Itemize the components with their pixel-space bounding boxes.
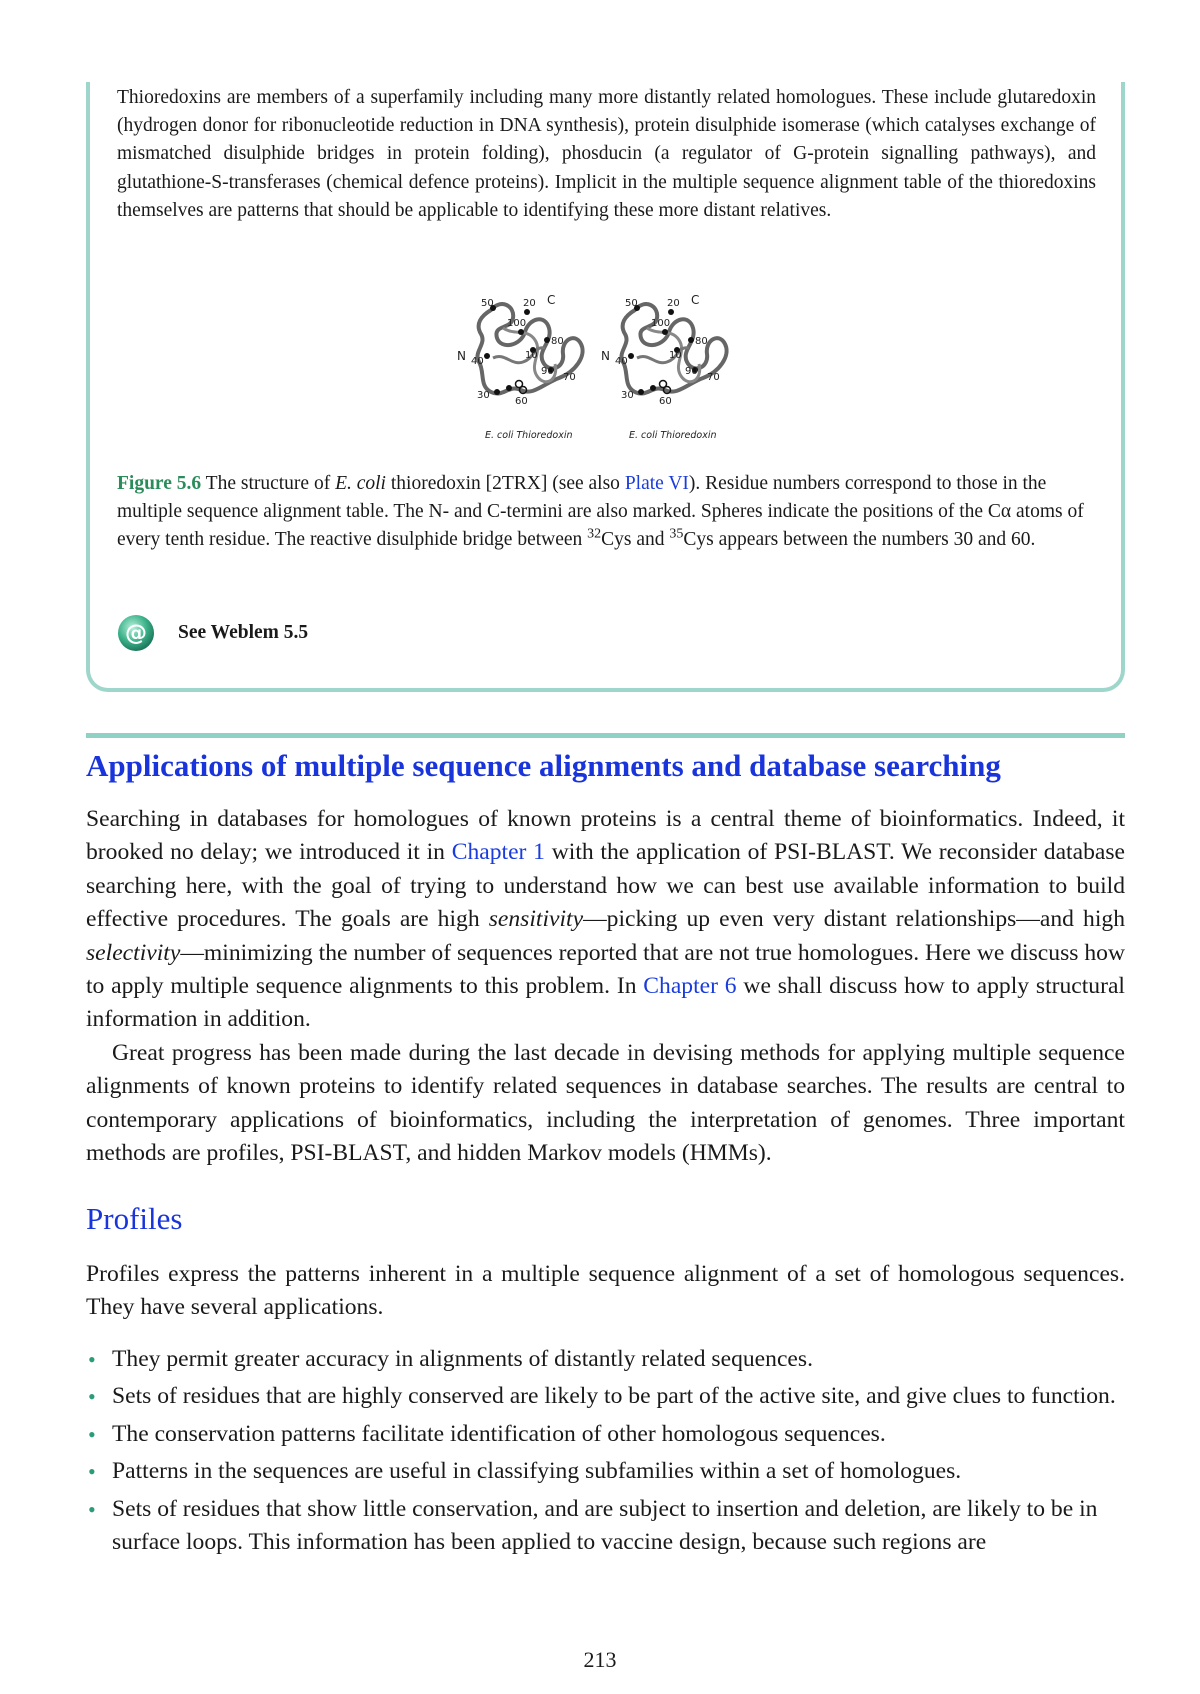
caption-superscript: 35: [669, 526, 684, 542]
caption-text: ). Residue numbers correspond to those in the multiple sequence alignment table. The N- and C-termini are also marked. Spheres indicate the positions of the Cα atoms of every tenth residue. The reactive disulphide bridge between: [117, 473, 1084, 551]
list-item: [86, 1493, 1125, 1560]
left-ribbon: [457, 293, 583, 441]
section-heading: Applications of multiple sequence alignments and database searching: [86, 748, 1001, 783]
paragraph-text: we shall discuss how to apply structural information in addition.: [86, 973, 1125, 1033]
bullet-icon: •: [88, 1459, 96, 1485]
list-item-text: Sets of residues that show little conservation, and are subject to insertion and deletion, are likely to be in surface loops. This information has been applied to vaccine design, because such regions are: [112, 1495, 1098, 1556]
thioredoxin-figure: [455, 278, 755, 446]
list-item-text: The conservation patterns facilitate identification of other homologous sequences.: [112, 1420, 886, 1447]
caption-species: E. coli: [335, 473, 386, 494]
list-item: [86, 1343, 1125, 1376]
label-n-terminus: N: [457, 349, 466, 363]
label-40: 40: [471, 356, 484, 367]
label-80: 80: [695, 336, 708, 347]
right-ribbon: [601, 293, 727, 441]
paragraph-2: Great progress has been made during the last decade in devising methods for applying multiple sequence alignments of known proteins to identify related sequences in database searches. The results are central to contemporary applications of bioinformatics, including the interpretation of genomes. Three important methods are profiles, PSI-BLAST, and hidden Markov models (HMMs).: [86, 1040, 1125, 1167]
right-figure-label: E. coli Thioredoxin: [629, 430, 717, 441]
label-n-terminus: N: [601, 349, 610, 363]
label-20: 20: [523, 298, 536, 309]
list-item: [86, 1455, 1125, 1488]
figure-label: Figure 5.6: [117, 473, 202, 494]
weblem-link-text[interactable]: See Weblem 5.5: [178, 622, 309, 643]
bullet-icon: •: [88, 1384, 96, 1410]
weblem-reference: [116, 613, 308, 653]
caption-text: Cys and: [601, 529, 670, 551]
label-50: 50: [625, 298, 638, 309]
chapter-6-link[interactable]: Chapter 6: [643, 973, 737, 1000]
profiles-bullet-list: [86, 1343, 1125, 1563]
label-100: 100: [651, 318, 671, 329]
label-90: 90: [541, 366, 554, 377]
label-90: 90: [685, 366, 698, 377]
paragraph-text: —picking up even very distant relationships—and high: [583, 906, 1125, 933]
thioredoxin-ribbon-diagrams: [455, 278, 755, 446]
label-50: 50: [481, 298, 494, 309]
label-70: 70: [563, 372, 576, 383]
paragraph-text: with the application of PSI-BLAST. We reconsider database searching here, with the goal of trying to understand how we can best use available information to build effective procedures. The goals are high: [86, 839, 1125, 933]
label-20: 20: [667, 298, 680, 309]
paragraph-text: —minimizing the number of sequences reported that are not true homologues. Here we discuss how to apply multiple sequence alignments to this problem. In: [86, 939, 1125, 1000]
paragraph-1: [86, 803, 1125, 1037]
bullet-icon: •: [88, 1496, 96, 1522]
emphasis-sensitivity: sensitivity: [488, 906, 584, 933]
label-30: 30: [621, 390, 634, 401]
label-40: 40: [615, 356, 628, 367]
left-figure-label: E. coli Thioredoxin: [485, 430, 573, 441]
plate-vi-link[interactable]: Plate VI: [624, 473, 689, 494]
label-10: 10: [669, 350, 682, 361]
label-c-terminus: C: [547, 293, 556, 307]
weblem-at-icon[interactable]: [116, 613, 156, 653]
label-70: 70: [707, 372, 720, 383]
emphasis-selectivity: selectivity: [86, 939, 181, 966]
list-item: [86, 1418, 1125, 1451]
caption-superscript: 32: [587, 526, 602, 542]
at-glyph: @: [125, 621, 147, 646]
section-rule: [86, 733, 1125, 738]
caption-text: thioredoxin [2TRX] (see also: [385, 473, 625, 494]
list-item: [86, 1380, 1125, 1413]
chapter-1-link[interactable]: Chapter 1: [451, 839, 545, 866]
label-80: 80: [551, 336, 564, 347]
label-10: 10: [525, 350, 538, 361]
list-item-text: Sets of residues that are highly conserved are likely to be part of the active site, and give clues to function.: [112, 1383, 1116, 1410]
figure-caption: [117, 470, 1096, 555]
label-60: 60: [659, 396, 672, 407]
box-paragraph: Thioredoxins are members of a superfamily including many more distantly related homologues. These include glutaredoxin (hydrogen donor for ribonucleotide reduction in DNA synthesis), protein disulphide isomerase (which catalyses exchange of mismatched disulphide bridges in protein folding), phosducin (a regulator of G-protein signalling pathways), and glutathione-S-transferases (chemical defence proteins). Implicit in the multiple sequence alignment table of the thioredoxins themselves are patterns that should be applicable to identifying these more distant relatives.: [117, 87, 1096, 221]
caption-text: The structure of: [201, 473, 336, 494]
bullet-icon: •: [88, 1421, 96, 1447]
caption-text: Cys appears between the numbers 30 and 60.: [683, 529, 1036, 551]
page-number: 213: [583, 1647, 617, 1672]
list-item-text: Patterns in the sequences are useful in classifying subfamilies within a set of homologues.: [112, 1458, 962, 1485]
label-c-terminus: C: [691, 293, 700, 307]
list-item-text: They permit greater accuracy in alignments of distantly related sequences.: [112, 1346, 813, 1372]
profiles-heading: Profiles: [86, 1201, 183, 1236]
label-100: 100: [507, 318, 527, 329]
label-30: 30: [477, 390, 490, 401]
profiles-intro: Profiles express the patterns inherent in a multiple sequence alignment of a set of homologous sequences. They have several applications.: [86, 1261, 1125, 1321]
bullet-icon: •: [88, 1347, 96, 1372]
paragraph-text: Searching in databases for homologues of known proteins is a central theme of bioinformatics. Indeed, it brooked no delay; we introduced it in: [86, 806, 1125, 866]
label-60: 60: [515, 396, 528, 407]
